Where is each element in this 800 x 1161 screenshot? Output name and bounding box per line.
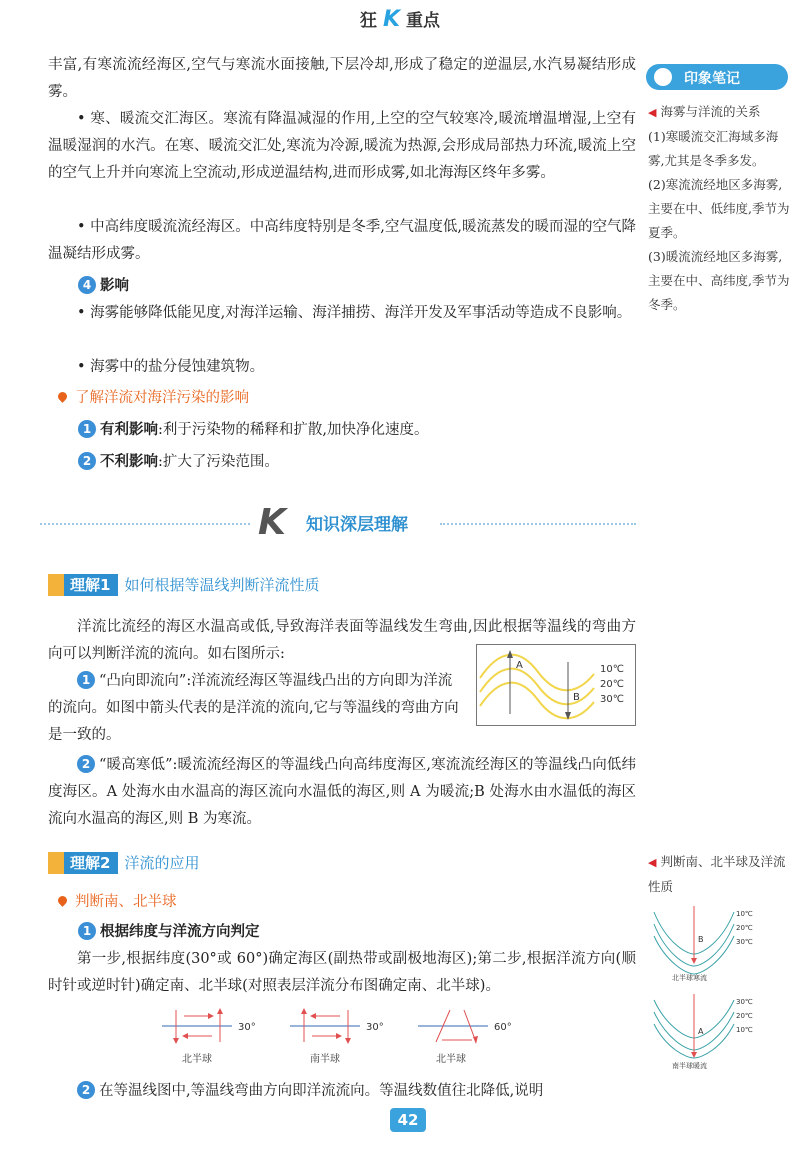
unfavorable-text: :扩大了污染范围。 [158,454,279,470]
number-badge: 4 [78,276,96,294]
paragraph-u1-intro: 洋流比流经的海区水温高或低,导致海洋表面等温线发生弯曲,因此根据等温线的弯曲方向可以判断洋流的流向。如右图所示: [48,619,636,662]
paragraph-cold-current: 丰富,有寒流流经海区,空气与寒流水面接触,下层冷却,形成了稳定的逆温层,水汽易凝结形成雾。 [48,57,636,100]
sidebar-note-item: (2)寒流流经地区多海雾,主要在中、低纬度,季节为夏季。 [648,177,790,240]
svg-text:B: B [698,935,704,944]
sidebar-note-1 [648,100,790,317]
svg-text:10℃: 10℃ [736,1026,753,1034]
svg-text:20℃: 20℃ [736,1012,753,1020]
pollution-heading-text: 了解洋流对海洋污染的影响 [75,390,249,406]
hemisphere-direction-figures [150,1004,520,1070]
header-left: 狂 [359,11,377,31]
label-a: A [516,660,523,671]
leaf-icon [56,390,69,403]
u1-point2-text: “暖高寒低”:暖流流经海区的等温线凸向高纬度海区,寒流流经海区的等温线凸向低纬度海区。A 处海水由水温高的海区流向水温低的海区,则 A 为暖流;B 处海水由水温低的海区流向水温高的海区,则 B 为寒流。 [48,757,636,827]
section-divider [40,504,636,544]
number-badge: 1 [77,671,95,689]
label-b: B [573,692,580,703]
number-badge: 2 [77,1081,95,1099]
svg-text:北半球: 北半球 [436,1054,466,1065]
sidebar-note-item: (3)暖流流经地区多海雾,主要在中、高纬度,季节为冬季。 [648,249,790,312]
label-10c: 10℃ [600,664,624,675]
u1-point1-text: “凸向即流向”:洋流流经海区等温线凸出的方向即为洋流的流向。如图中箭头代表的是洋流的流向,它与等温线的弯曲方向是一致的。 [48,673,459,743]
sidebar-figure-south-warm [646,990,766,1070]
sidebar-note-item: (1)寒暖流交汇海域多海雾,尤其是冬季多发。 [648,129,779,168]
understanding-1-heading [48,574,319,596]
paragraph-impact-visibility: • 海雾能够降低能见度,对海洋运输、海洋捕捞、海洋开发及军事活动等造成不良影响。 [77,305,632,321]
figure-north-30 [162,1008,256,1065]
svg-text:30℃: 30℃ [736,938,753,946]
figure-north-60 [418,1010,512,1065]
pollution-heading [58,386,249,407]
hemisphere-heading [58,890,177,911]
page-number: 42 [390,1108,426,1132]
unfavorable-label: 不利影响 [100,454,158,470]
number-badge: 1 [78,922,96,940]
leaf-icon [56,894,69,907]
paragraph-impact-salt: • 海雾中的盐分侵蚀建筑物。 [77,359,265,375]
number-badge: 2 [78,452,96,470]
elephant-icon [654,68,672,86]
svg-text:30℃: 30℃ [736,998,753,1006]
k-logo: K [382,7,401,32]
sidebar-figure-north-cold [646,902,766,982]
favorable-impact [78,418,429,439]
hemisphere-heading-text: 判断南、北半球 [75,894,177,910]
svg-text:30°: 30° [366,1022,384,1033]
figure-south-30 [290,1008,384,1065]
method-title: 根据纬度与洋流方向判定 [100,924,260,940]
svg-text:南半球暖流: 南半球暖流 [672,1062,707,1070]
divider-line-right [440,523,636,525]
favorable-label: 有利影响 [100,422,158,438]
header-right: 重点 [406,11,441,31]
method-heading [78,920,260,941]
sidebar-note-title: ◀ 海雾与洋流的关系 [648,104,761,119]
understanding-tag: 理解1 [48,574,118,596]
number-badge: 1 [78,420,96,438]
impact-title: 影响 [100,278,129,294]
paragraph-hemisphere-steps: 第一步,根据纬度(30°或 60°)确定海区(副热带或副极地海区);第二步,根据洋流方向(顺时针或逆时针)确定南、北半球(对照表层洋流分布图确定南、北半球)。 [48,951,636,994]
understanding-2-heading [48,852,199,874]
section-title: 知识深层理解 [306,515,408,535]
paragraph-u1-point2 [48,752,636,833]
svg-text:60°: 60° [494,1022,512,1033]
understanding-title: 如何根据等温线判断洋流性质 [124,576,320,594]
sidebar-note-2: ◀ 判断南、北半球及洋流性质 [648,854,786,894]
page-header-brand [0,6,800,32]
k-logo: K [258,502,286,543]
triangle-icon: ◀ [648,856,657,869]
sidebar-title: 印象笔记 [684,71,740,87]
label-30c: 30℃ [600,694,624,705]
svg-text:10℃: 10℃ [736,910,753,918]
understanding-tag: 理解2 [48,852,118,874]
label-20c: 20℃ [600,679,624,690]
paragraph-warm-current: • 中高纬度暖流流经海区。中高纬度特别是冬季,空气温度低,暖流蒸发的暖而湿的空气降温凝结形成雾。 [48,219,636,262]
svg-text:北半球寒流: 北半球寒流 [672,974,707,982]
understanding-title: 洋流的应用 [124,854,200,872]
isotherm-figure [476,644,636,726]
number-badge: 2 [77,755,95,773]
sidebar-notes-header [646,64,788,90]
paragraph-isotherm-method [48,1078,636,1105]
svg-text:30°: 30° [238,1022,256,1033]
svg-text:北半球: 北半球 [182,1054,212,1065]
svg-text:南半球: 南半球 [310,1054,340,1065]
paragraph-convergence: • 寒、暖流交汇海区。寒流有降温减湿的作用,上空的空气较寒冷,暖流增温增湿,上空有温暖湿润的水汽。在寒、暖流交汇处,寒流为冷源,暖流为热源,会形成局部热力环流,暖流上空的空气上升并向寒流上空流动,形成逆温结构,进而形成雾,如北海海区终年多雾。 [48,111,636,181]
svg-text:A: A [698,1027,704,1036]
triangle-icon: ◀ [648,106,657,119]
svg-text:20℃: 20℃ [736,924,753,932]
favorable-text: :利于污染物的稀释和扩散,加快净化速度。 [158,422,429,438]
divider-line-left [40,523,250,525]
unfavorable-impact [78,450,279,471]
paragraph-u1-point1 [48,668,466,749]
isotherm-method-text: 在等温线图中,等温线弯曲方向即洋流流向。等温线数值往北降低,说明 [99,1083,544,1099]
impact-heading [78,274,129,295]
